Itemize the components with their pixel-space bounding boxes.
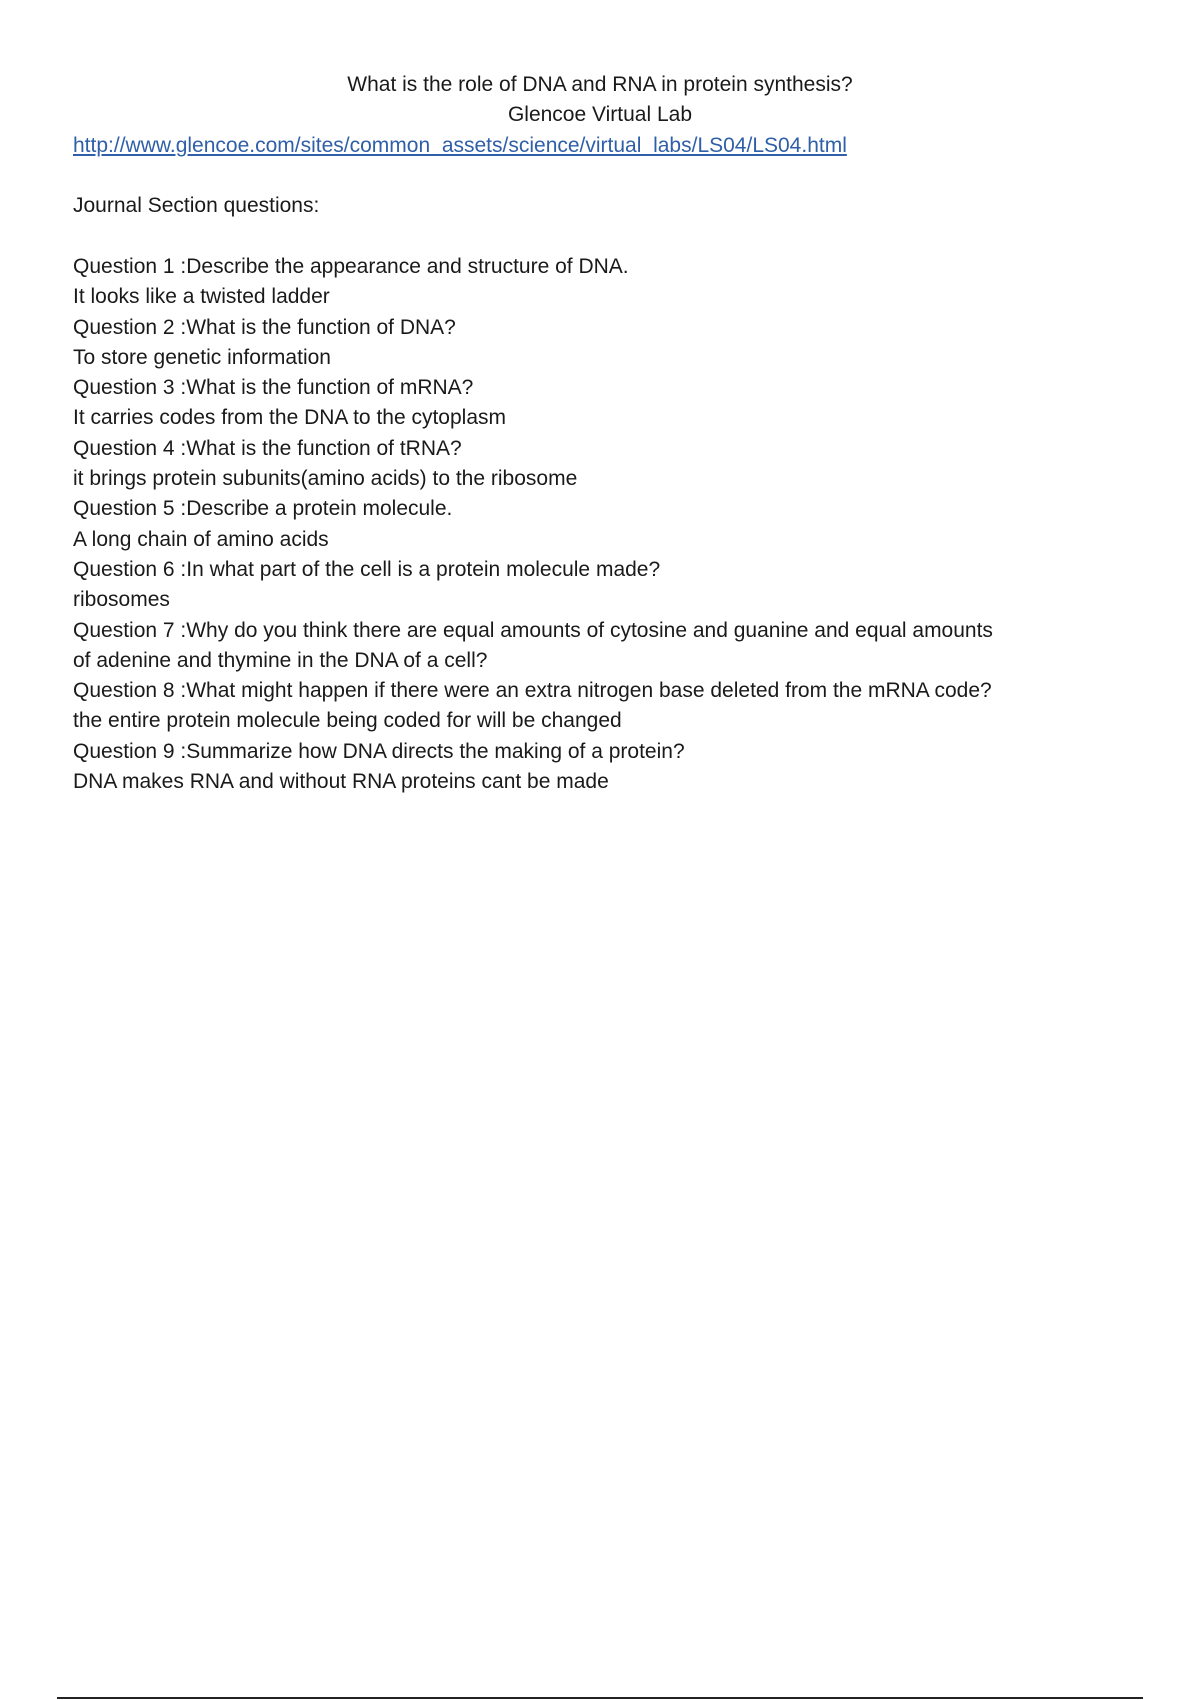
question-1: Question 1 :Describe the appearance and structure of DNA. — [73, 255, 629, 278]
question-4: Question 4 :What is the function of tRNA? — [73, 436, 462, 460]
question-8: Question 8 :What might happen if there were an extra nitrogen base deleted from the mRNA code? — [73, 679, 992, 703]
answer-9: DNA makes RNA and without RNA proteins cant be made — [73, 770, 609, 794]
answer-7: of adenine and thymine in the DNA of a cell? — [73, 648, 488, 672]
answer-4: it brings protein subunits(amino acids) to the ribosome — [73, 467, 578, 491]
document-title: What is the role of DNA and RNA in protein synthesis? — [347, 73, 853, 96]
answer-1: It looks like a twisted ladder — [73, 285, 330, 309]
question-3: Question 3 :What is the function of mRNA? — [73, 376, 474, 400]
document-subtitle: Glencoe Virtual Lab — [507, 103, 693, 126]
question-5: Question 5 :Describe a protein molecule. — [73, 497, 453, 521]
section-heading: Journal Section questions: — [73, 194, 320, 217]
lab-link[interactable]: http://www.glencoe.com/sites/common_assets/science/virtual_labs/LS04/LS04.html — [73, 134, 847, 157]
answer-8: the entire protein molecule being coded for will be changed — [73, 709, 622, 733]
question-6: Question 6 :In what part of the cell is a protein molecule made? — [73, 557, 661, 581]
answer-6: ribosomes — [73, 588, 170, 612]
answer-2: To store genetic information — [73, 345, 331, 369]
answer-3: It carries codes from the DNA to the cytoplasm — [73, 406, 507, 430]
question-2: Question 2 :What is the function of DNA? — [73, 315, 456, 339]
question-7: Question 7 :Why do you think there are equal amounts of cytosine and guanine and equal amounts — [73, 618, 993, 642]
question-9: Question 9 :Summarize how DNA directs the making of a protein? — [73, 739, 685, 763]
page-bottom-rule — [57, 1697, 1143, 1699]
qa-list — [73, 252, 1153, 797]
answer-5: A long chain of amino acids — [73, 527, 329, 551]
